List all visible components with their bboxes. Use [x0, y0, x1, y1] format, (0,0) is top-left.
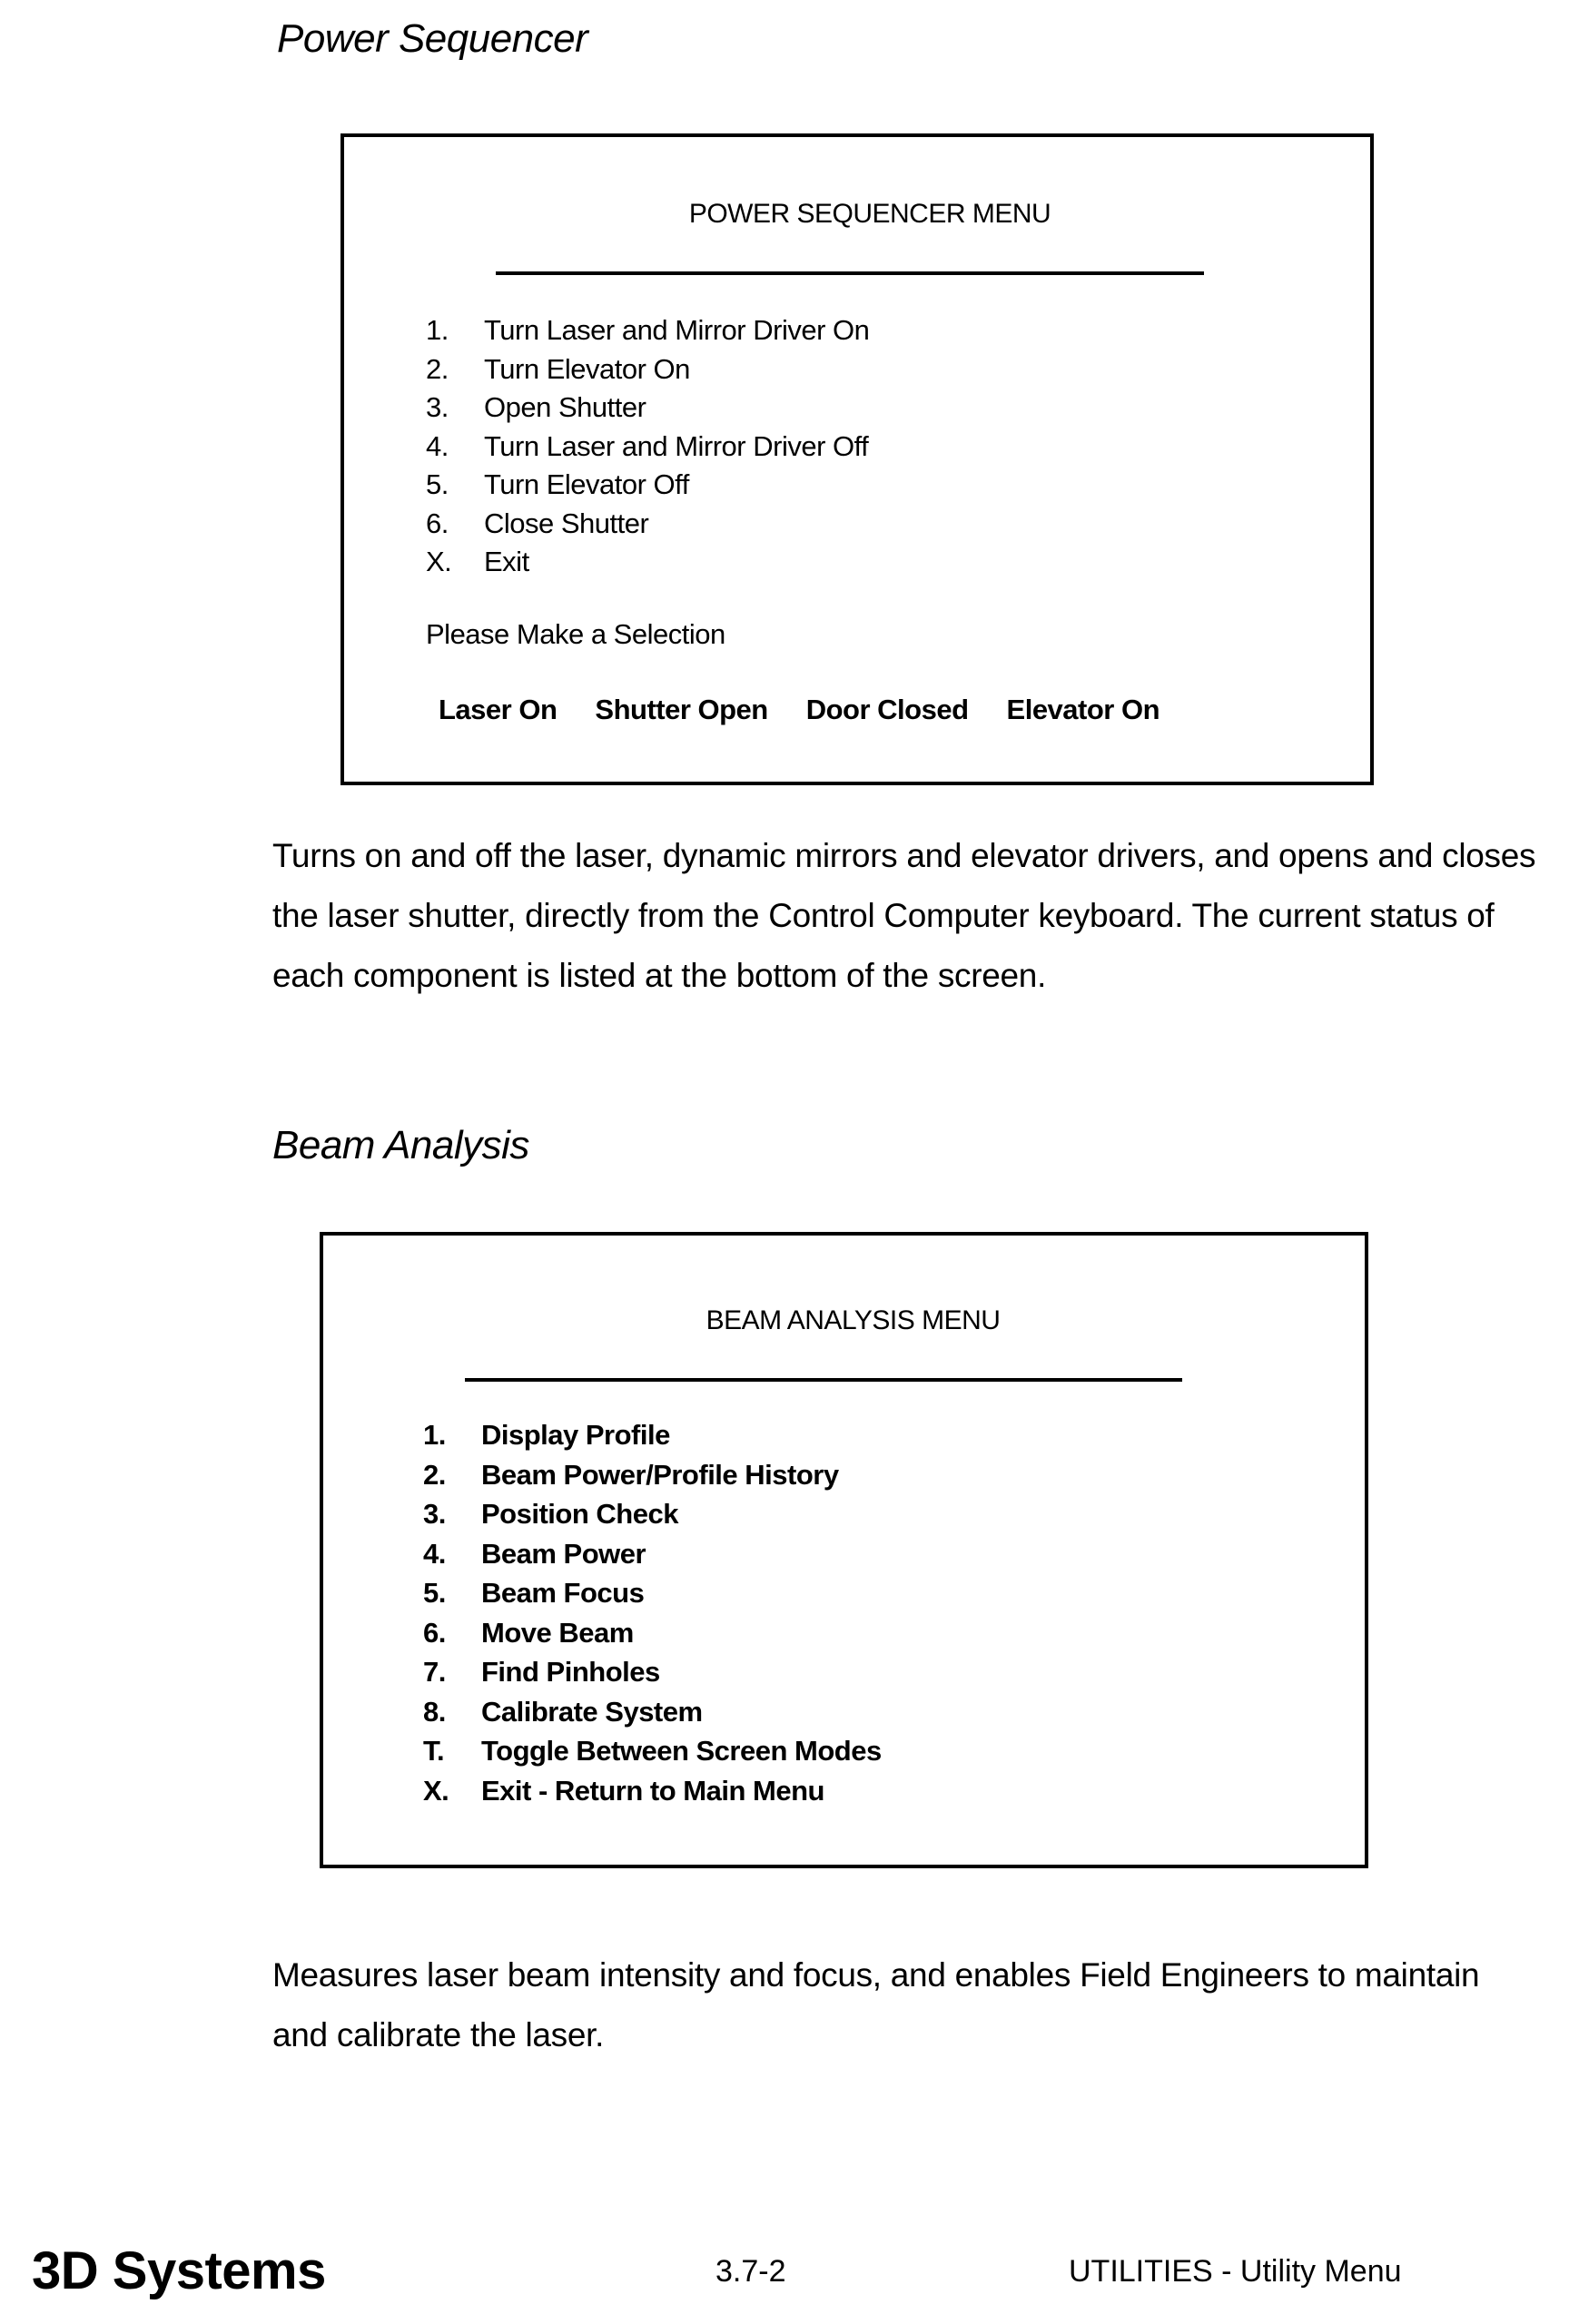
- menu-item[interactable]: [423, 1613, 882, 1653]
- menu-item[interactable]: [423, 1573, 882, 1613]
- menu-item-key: 5.: [426, 468, 449, 500]
- menu-item-exit[interactable]: [423, 1771, 882, 1811]
- menu-item[interactable]: [423, 1415, 882, 1455]
- status-bar: [439, 694, 1198, 726]
- menu-item-key: 1.: [426, 314, 449, 346]
- beam-menu-list: [423, 1415, 882, 1810]
- menu-item[interactable]: [423, 1455, 882, 1495]
- menu-item[interactable]: [423, 1534, 882, 1574]
- status-laser: Laser On: [439, 694, 558, 725]
- menu-item[interactable]: [426, 428, 869, 467]
- menu-title-rule: [496, 271, 1204, 275]
- menu-item[interactable]: [423, 1652, 882, 1692]
- footer-page-number: 3.7-2: [715, 2254, 786, 2289]
- menu-item-label: Turn Laser and Mirror Driver Off: [484, 429, 869, 462]
- menu-item-label: Calibrate System: [481, 1695, 703, 1728]
- menu-item-label: Position Check: [481, 1498, 678, 1530]
- menu-item-key: X.: [426, 546, 452, 577]
- menu-item[interactable]: [426, 311, 869, 350]
- menu-item-key: 7.: [423, 1656, 446, 1688]
- menu-item-label: Turn Laser and Mirror Driver On: [484, 314, 870, 346]
- power-sequencer-menu-screen: [340, 133, 1374, 785]
- menu-item[interactable]: [426, 350, 869, 389]
- menu-item-key: 4.: [423, 1537, 446, 1570]
- menu-item[interactable]: [423, 1494, 882, 1534]
- status-elevator: Elevator On: [1006, 694, 1160, 725]
- menu-item-key: 6.: [426, 507, 449, 539]
- footer-section-title: UTILITIES - Utility Menu: [1069, 2254, 1402, 2289]
- menu-item-key: 4.: [426, 429, 449, 462]
- menu-item[interactable]: [426, 389, 869, 428]
- menu-title-rule: [465, 1378, 1182, 1382]
- menu-item-label: Move Beam: [481, 1616, 634, 1649]
- menu-item-key: 1.: [423, 1419, 446, 1451]
- menu-item-label: Find Pinholes: [481, 1656, 660, 1688]
- menu-item-label: Beam Power: [481, 1537, 646, 1570]
- power-menu-list: [426, 311, 869, 582]
- menu-item-key: T.: [423, 1735, 445, 1767]
- status-shutter: Shutter Open: [595, 694, 768, 725]
- section-heading-power-sequencer: Power Sequencer: [277, 16, 588, 61]
- menu-item-label: Exit: [484, 546, 529, 577]
- menu-item-label: Close Shutter: [484, 507, 649, 539]
- menu-item[interactable]: [426, 505, 869, 544]
- menu-item-label: Toggle Between Screen Modes: [481, 1735, 882, 1767]
- section-heading-beam-analysis: Beam Analysis: [272, 1123, 529, 1167]
- menu-item-key: 5.: [423, 1577, 446, 1609]
- beam-analysis-description: Measures laser beam intensity and focus, and enables Field Engineers to maintain and calibrate the laser.: [272, 1956, 1480, 2053]
- menu-item-key: 3.: [423, 1498, 446, 1530]
- menu-item-label: Turn Elevator Off: [484, 468, 689, 500]
- menu-item-label: Display Profile: [481, 1419, 670, 1451]
- menu-item-label: Exit - Return to Main Menu: [481, 1774, 824, 1807]
- power-sequencer-description: Turns on and off the laser, dynamic mirrors and elevator drivers, and opens and closes the laser shutter, directly from the Control Computer keyboard. The current status of each component is listed at the bottom of the screen.: [272, 837, 1536, 994]
- footer-brand: 3D Systems: [32, 2241, 326, 2300]
- menu-item[interactable]: [423, 1692, 882, 1732]
- menu-item-label: Beam Power/Profile History: [481, 1458, 839, 1491]
- menu-item-key: 3.: [426, 391, 449, 423]
- menu-item-key: 6.: [423, 1616, 446, 1649]
- menu-item-label: Beam Focus: [481, 1577, 645, 1609]
- menu-item-exit[interactable]: [426, 543, 869, 582]
- menu-item-key: 2.: [426, 352, 449, 385]
- menu-title: BEAM ANALYSIS MENU: [706, 1305, 1001, 1335]
- menu-item-key: X.: [423, 1774, 449, 1807]
- menu-title: POWER SEQUENCER MENU: [688, 199, 1051, 229]
- menu-item[interactable]: [426, 466, 869, 505]
- status-door: Door Closed: [805, 694, 969, 725]
- menu-item-label: Turn Elevator On: [484, 352, 690, 385]
- beam-analysis-menu-screen: [320, 1232, 1368, 1868]
- selection-prompt: Please Make a Selection: [426, 618, 725, 650]
- menu-item-key: 8.: [423, 1695, 446, 1728]
- menu-item-label: Open Shutter: [484, 391, 646, 423]
- menu-item-key: 2.: [423, 1458, 446, 1491]
- menu-item-toggle[interactable]: [423, 1731, 882, 1771]
